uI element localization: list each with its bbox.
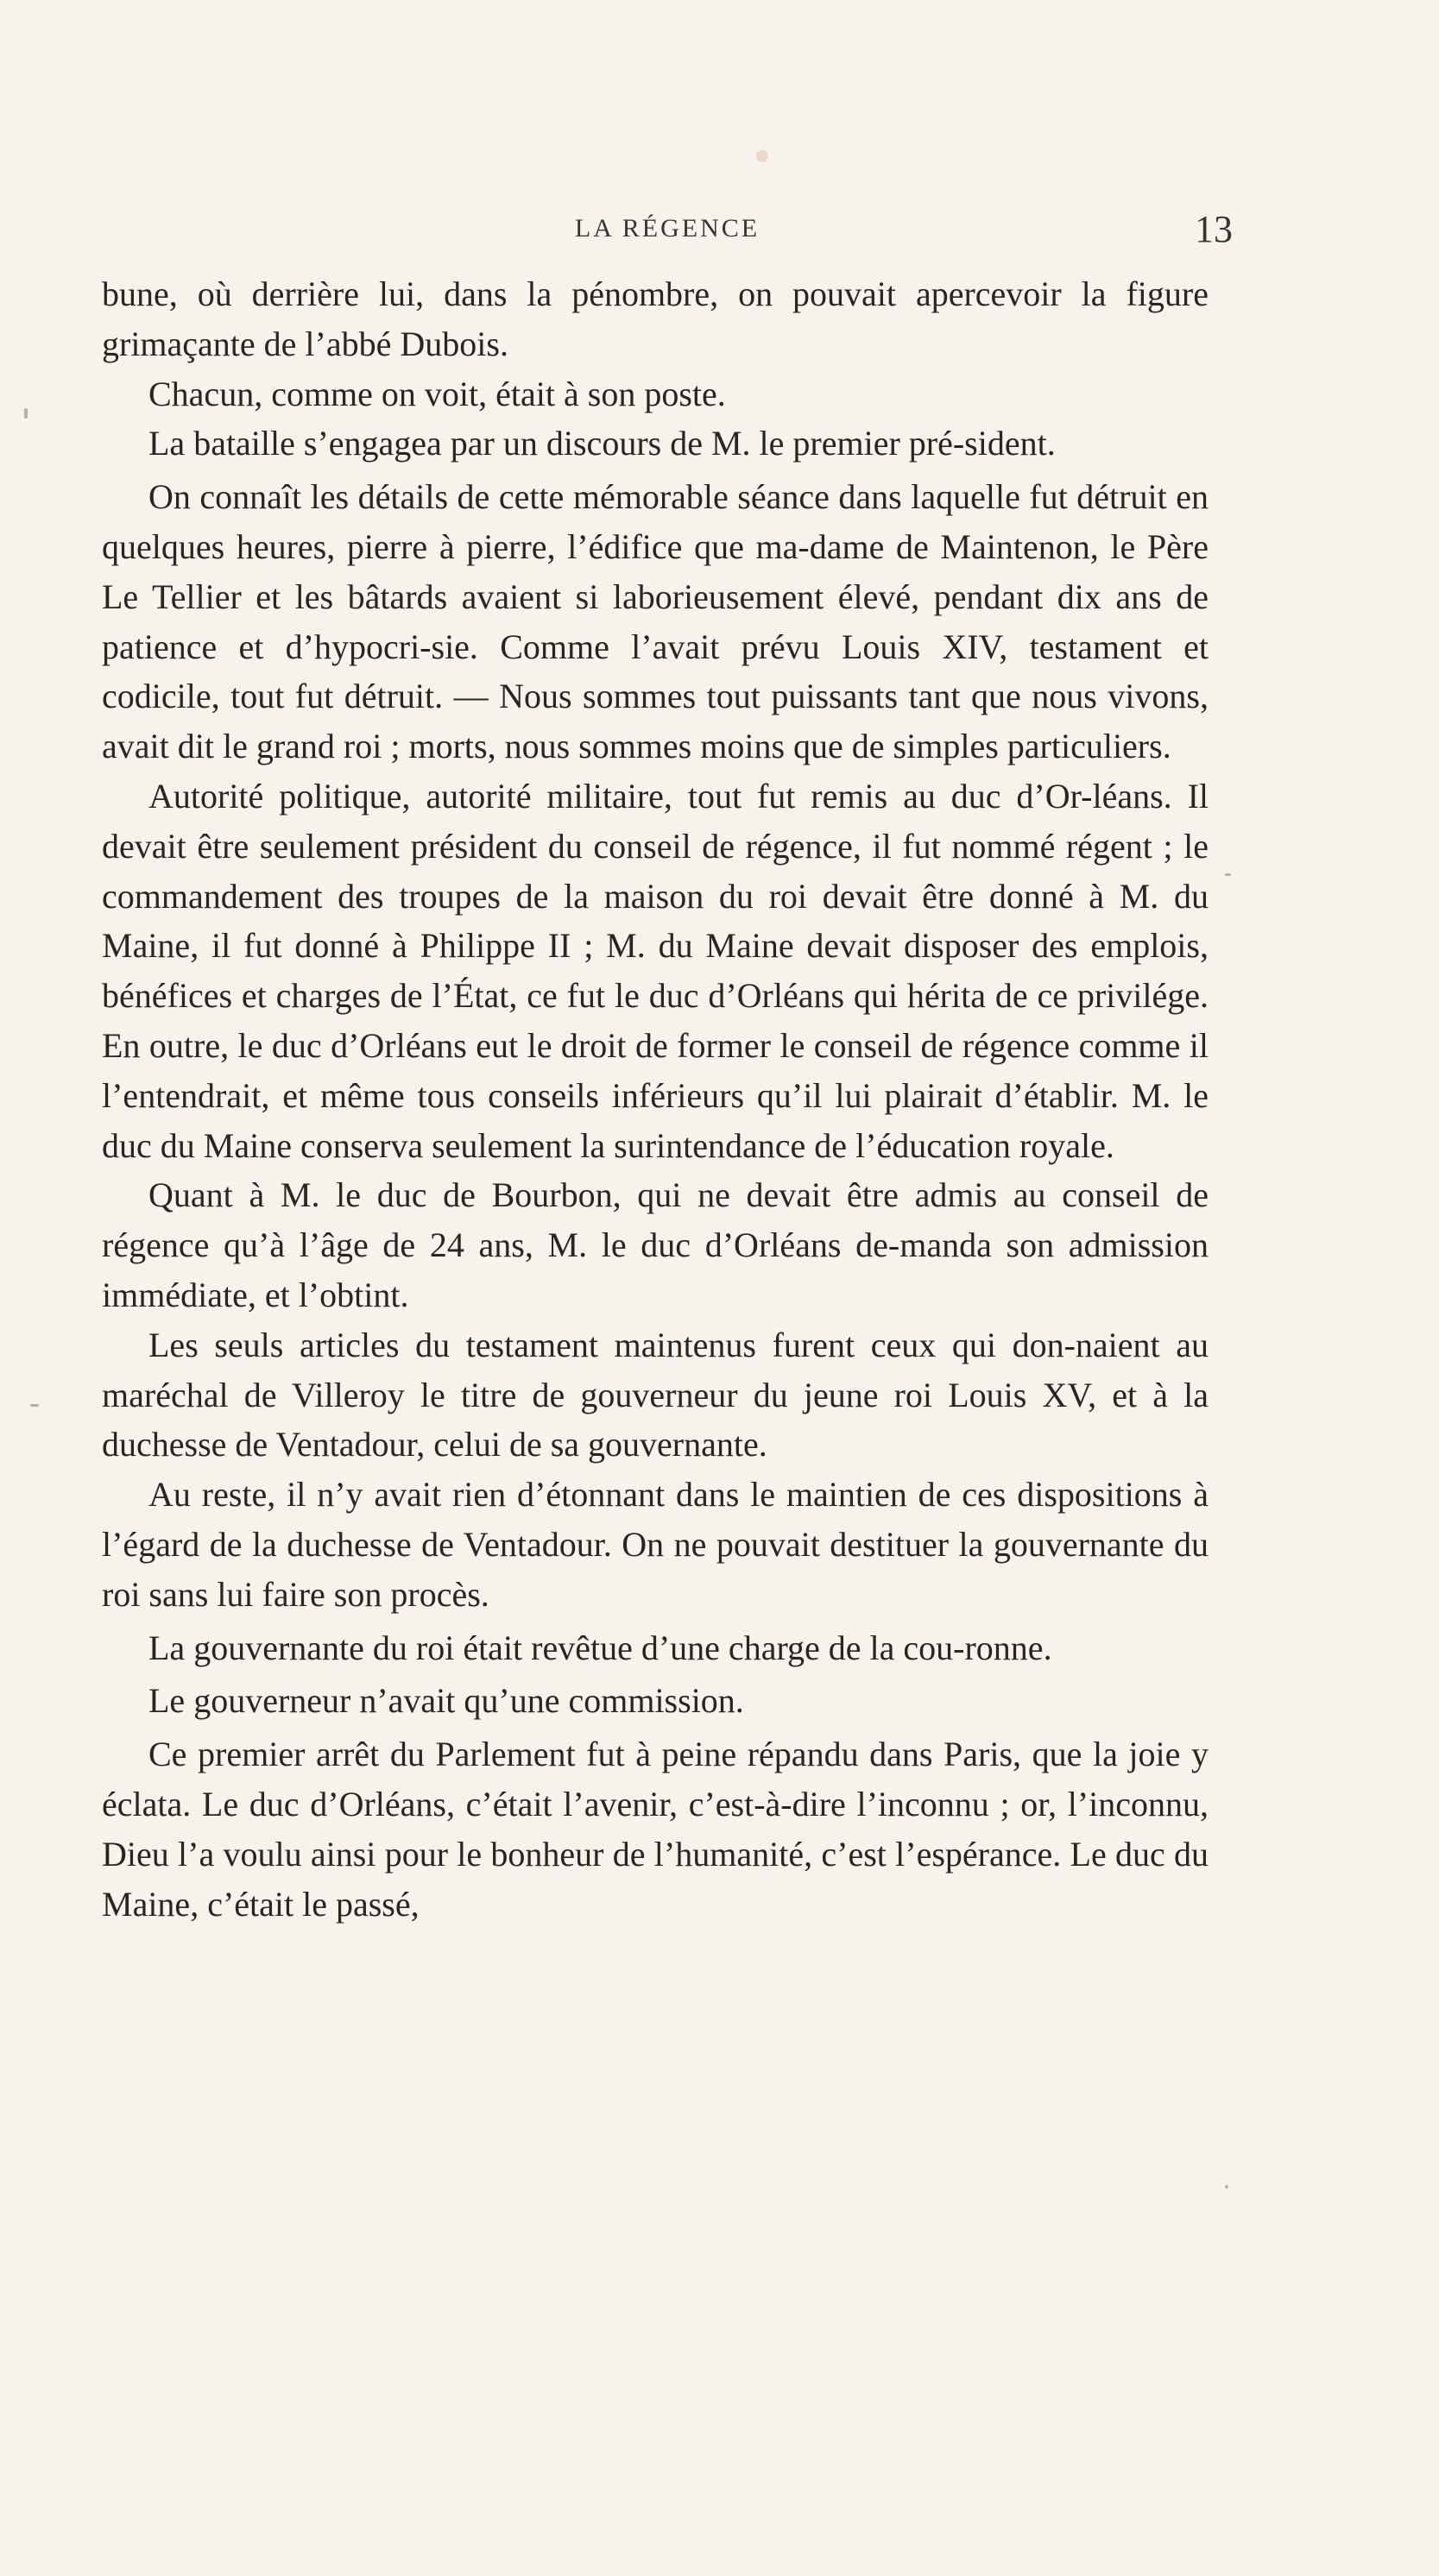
paragraph: Autorité politique, autorité militaire, tout fut remis au duc d’Or-léans. Il devait être seulement président du conseil de régence, il fut nommé régent ; le commandement des troupes de la maison du roi devait être donné à M. du Maine, il fut donné à Philippe II ; M. du Maine devait disposer des emplois, bénéfices et charges de l’État, ce fut le duc d’Orléans qui hérita de ce privilége. En outre, le duc d’Orléans eut le droit de former le conseil de régence comme il l’entendrait, et même tous conseils inférieurs qu’il lui plairait d’établir. M. le duc du Maine conserva seulement la surintendance de l’éducation royale. <box>102 776 1209 1165</box>
paragraph: Ce premier arrêt du Parlement fut à peine répandu dans Paris, que la joie y éclata. Le duc d’Orléans, c’était l’avenir, c’est-à-dire l’inconnu ; or, l’inconnu, Dieu l’a voulu ainsi pour le bonheur de l’humanité, c’est l’espérance. Le duc du Maine, c’était le passé, <box>102 1735 1209 1924</box>
paragraph: Quant à M. le duc de Bourbon, qui ne devait être admis au conseil de régence qu’à l’âge de 24 ans, M. le duc d’Orléans de-manda son admission immédiate, et l’obtint. <box>102 1175 1209 1314</box>
margin-mark <box>1225 2185 1228 2189</box>
paragraph: La bataille s’engagea par un discours de M. le premier pré-sident. <box>148 424 1056 463</box>
margin-mark <box>1225 873 1231 876</box>
paragraph: Les seuls articles du testament maintenus furent ceux qui don-naient au maréchal de Villeroy le titre de gouverneur du jeune roi Louis XV, et à la duchesse de Ventadour, celui de sa gouvernante. <box>102 1325 1209 1464</box>
paragraph: bune, où derrière lui, dans la pénombre, on pouvait apercevoir la figure grimaçante de l’abbé Dubois. <box>102 274 1209 363</box>
margin-mark <box>24 408 28 419</box>
body-text <box>102 269 1209 1929</box>
paragraph: La gouvernante du roi était revêtue d’une charge de la cou-ronne. <box>148 1628 1052 1667</box>
paragraph: On connaît les détails de cette mémorable séance dans laquelle fut détruit en quelques heures, pierre à pierre, l’édifice que ma-dame de Maintenon, le Père Le Tellier et les bâtards avaient si laborieusement élevé, pendant dix ans de patience et d’hypocri-sie. Comme l’avait prévu Louis XIV, testament et codicile, tout fut détruit. — Nous sommes tout puissants tant que nous vivons, avait dit le grand roi ; morts, nous sommes moins que de simples particuliers. <box>102 477 1209 766</box>
paragraph: Le gouverneur n’avait qu’une commission. <box>148 1681 744 1721</box>
paper-stain <box>756 150 768 162</box>
page-header <box>102 207 1233 259</box>
margin-mark <box>30 1404 39 1407</box>
page-number: 13 <box>1195 208 1233 250</box>
running-title: LA RÉGENCE <box>574 214 761 242</box>
paragraph: Chacun, comme on voit, était à son poste. <box>148 374 726 413</box>
paragraph: Au reste, il n’y avait rien d’étonnant dans le maintien de ces dispositions à l’égard de la duchesse de Ventadour. On ne pouvait destituer la gouvernante du roi sans lui faire son procès. <box>102 1475 1209 1614</box>
